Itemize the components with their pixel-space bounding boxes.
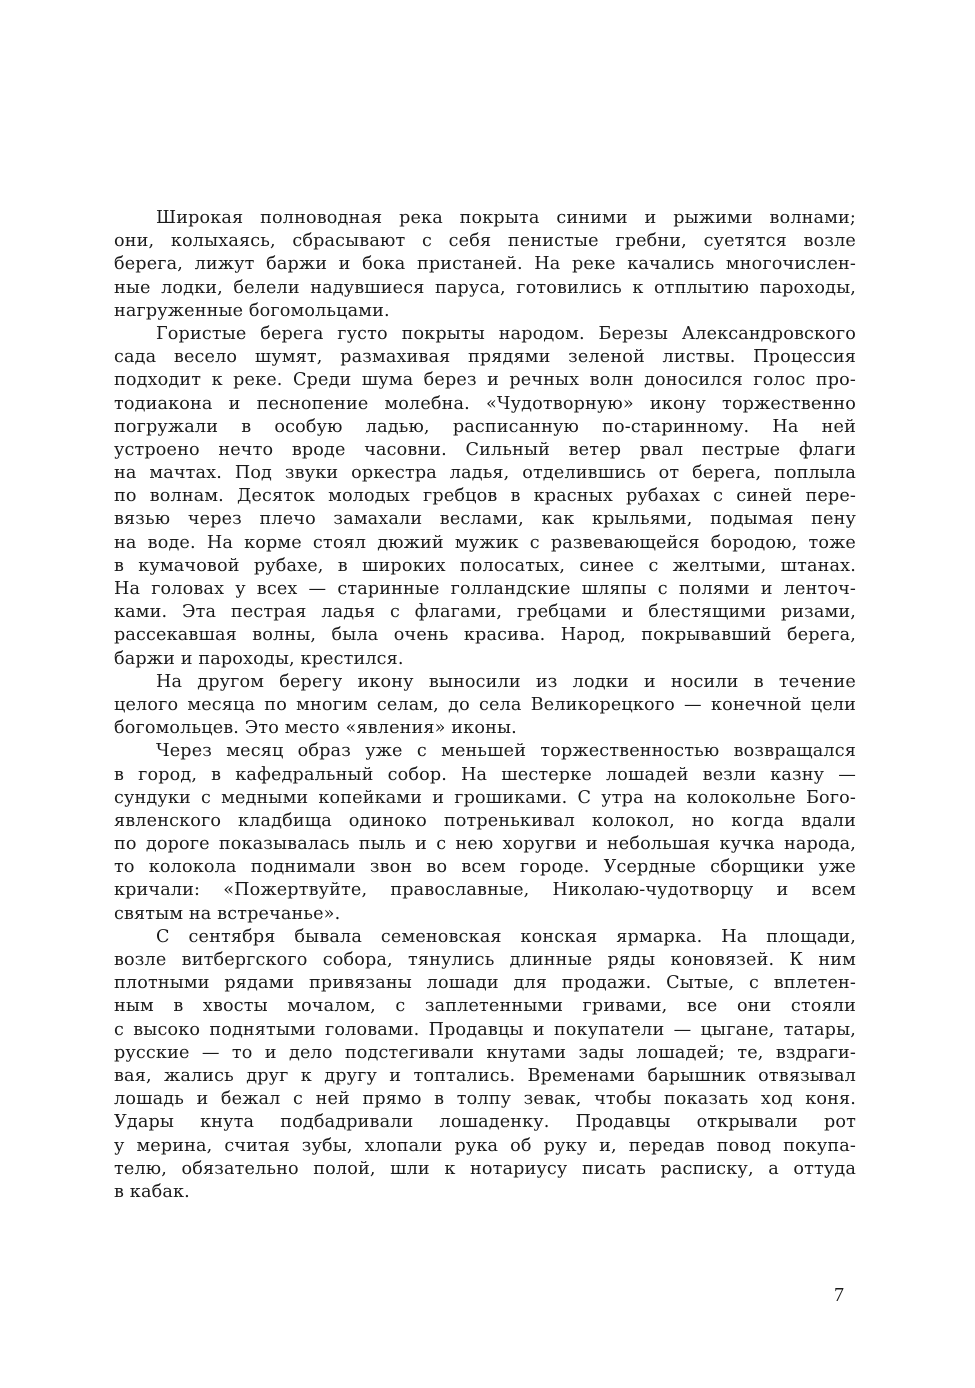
text-line: тодиакона и песнопение молебна. «Чудотворную» икону торжественно <box>114 393 856 414</box>
text-line: На другом берегу икону выносили из лодки и носили в течение <box>156 671 856 692</box>
text-line: Гористые берега густо покрыты народом. Березы Александровского <box>156 323 856 344</box>
text-line: то колокола поднимали звон во всем городе. Усердные сборщики уже <box>114 857 856 878</box>
text-line: по волнам. Десяток молодых гребцов в красных рубахах с синей пере- <box>114 486 856 507</box>
text-line: с высоко поднятыми головами. Продавцы и покупатели — цыгане, татары, <box>114 1019 856 1040</box>
text-line: плотными рядами привязаны лошади для продажи. Сытые, с вплетен- <box>114 973 856 994</box>
body-text <box>114 207 856 1204</box>
text-line: в кумачовой рубахе, в широких полосатых, синее с желтыми, штанах. <box>114 555 856 576</box>
text-line: нагруженные богомольцами. <box>114 300 390 321</box>
text-line: лошадь и бежал с ней прямо в толпу зевак, чтобы показать ход коня. <box>114 1089 856 1110</box>
text-line: погружали в особую ладью, расписанную по-старинному. На ней <box>114 416 856 437</box>
text-line: С сентября бывала семеновская конская ярмарка. На площади, <box>156 926 856 947</box>
text-line: на воде. На корме стоял дюжий мужик с развевающейся бородою, тоже <box>114 532 856 553</box>
text-line: вая, жались друг к другу и топтались. Временами барышник отвязывал <box>114 1065 856 1086</box>
text-line: Удары кнута подбадривали лошаденку. Продавцы открывали рот <box>114 1112 856 1133</box>
text-line: в кабак. <box>114 1181 190 1202</box>
page-number: 7 <box>834 1284 844 1306</box>
text-line: в город, в кафедральный собор. На шестерке лошадей везли казну — <box>114 764 856 785</box>
text-line: баржи и пароходы, крестился. <box>114 648 404 669</box>
text-line: русские — то и дело подстегивали кнутами зады лошадей; те, вздраги- <box>114 1042 856 1063</box>
text-line: явленского кладбища одиноко потренькивал колокол, но когда вдали <box>114 810 856 831</box>
text-line: телю, обязательно полой, шли к нотариусу писать расписку, а оттуда <box>114 1158 856 1179</box>
text-line: у мерина, считая зубы, хлопали рука об руку и, передав повод покупа- <box>114 1135 856 1156</box>
text-line: на мачтах. Под звуки оркестра ладья, отделившись от берега, поплыла <box>114 463 856 484</box>
text-line: берега, лижут баржи и бока пристаней. На реке качались многочислен- <box>114 254 856 275</box>
text-line: святым на встречанье». <box>114 903 341 924</box>
text-line: богомольцев. Это место «явления» иконы. <box>114 718 517 739</box>
text-line: ками. Эта пестрая ладья с флагами, гребцами и блестящими ризами, <box>114 602 856 623</box>
text-line: целого месяца по многим селам, до села Великорецкого — конечной цели <box>114 694 856 715</box>
text-line: рассекавшая волны, была очень красива. Народ, покрывавший берега, <box>114 625 856 646</box>
text-line: по дороге показывалась пыль и с нею хоругви и небольшая кучка народа, <box>114 834 856 855</box>
text-line: вязью через плечо замахали веслами, как крыльями, подымая пену <box>114 509 856 530</box>
text-line: ным в хвосты мочалом, с заплетенными гривами, все они стояли <box>114 996 856 1017</box>
text-line: сада весело шумят, размахивая прядями зеленой листвы. Процессия <box>114 347 856 368</box>
text-line: Через месяц образ уже с меньшей торжественностью возвращался <box>156 741 856 762</box>
text-line: Широкая полноводная река покрыта синими и рыжими волнами; <box>156 208 856 228</box>
text-line: подходит к реке. Среди шума берез и речных волн доносился голос про- <box>114 370 856 391</box>
text-line: ные лодки, белели надувшиеся паруса, готовились к отплытию пароходы, <box>114 277 856 298</box>
text-line: сундуки с медными копейками и грошиками. С утра на колокольне Бого- <box>114 787 856 808</box>
text-line: устроено нечто вроде часовни. Сильный ветер рвал пестрые флаги <box>114 439 856 460</box>
text-line: кричали: «Пожертвуйте, православные, Николаю-чудотворцу и всем <box>114 880 856 901</box>
text-line: На головах у всех — старинные голландские шляпы с полями и ленточ- <box>114 579 856 599</box>
text-line: возле витбергского собора, тянулись длинные ряды коновязей. К ним <box>114 950 856 970</box>
text-line: они, колыхаясь, сбрасывают с себя пенистые гребни, суетятся возле <box>114 231 856 252</box>
